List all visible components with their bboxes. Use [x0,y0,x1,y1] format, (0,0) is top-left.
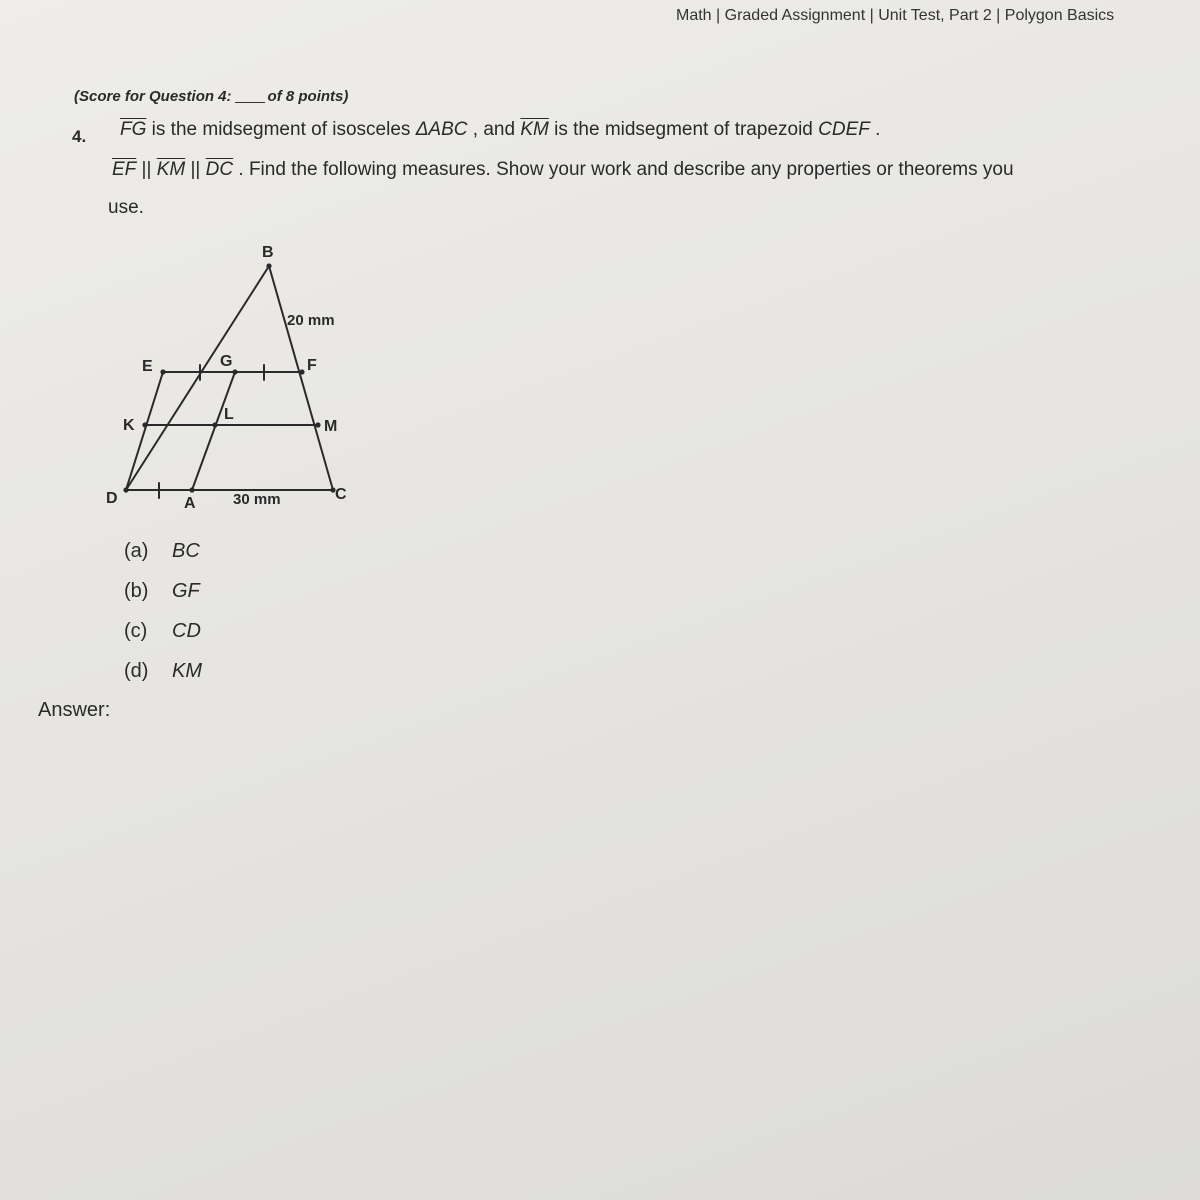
answer-label: Answer: [38,699,111,721]
question-line-3: use. [108,197,144,218]
question-number: 4. [72,127,87,146]
segment-km: $\overline{KM}$ [156,159,186,180]
parts-list [124,540,202,700]
part-item [124,620,202,660]
text: is the midsegment of isosceles [146,119,416,140]
measure-ac-label: 30 mm [233,491,281,508]
part-item [124,660,202,700]
segment-dc: $\overline{DC}$ [205,159,234,180]
label-d: D [106,490,118,507]
label-f: F [307,357,317,374]
part-value: CD [172,620,201,642]
triangle-abc: ΔABC [415,119,468,140]
point-f [299,369,304,374]
label-e: E [142,358,153,375]
measure-bf-label: 20 mm [287,312,335,329]
text: is the midsegment of trapezoid [548,119,819,140]
label-g: G [220,353,233,370]
score-prefix: (Score for Question 4: [74,88,232,105]
part-item [124,540,202,580]
part-label: (d) [124,660,149,682]
label-m: M [324,418,338,435]
label-l: L [224,406,234,423]
point-d [123,487,128,492]
page-header: Math | Graded Assignment | Unit Test, Part 2 | Polygon Basics [676,7,1115,24]
trapezoid-cdef: CDEF [818,119,870,140]
part-value: BC [172,540,200,562]
part-label: (c) [124,620,148,642]
part-value: GF [172,580,200,602]
label-b: B [262,244,274,261]
point-b [266,263,271,268]
text: . Find the following measures. Show your work and describe any properties or theorems you [233,159,1014,180]
label-k: K [123,417,135,434]
part-label: (a) [124,540,149,562]
segment-fg: $\overline{FG}$ [120,119,147,140]
segment-bc [269,266,333,490]
point-m [315,422,320,427]
parallel-symbol: || [136,159,157,180]
parallel-symbol: || [185,159,206,180]
segment-km: $\overline{KM}$ [520,119,549,140]
part-item [124,580,202,620]
point-g [232,369,237,374]
segment-bd [126,266,269,490]
part-value: KM [172,660,202,682]
segment-ef: $\overline{EF}$ [112,159,137,180]
point-k [142,422,147,427]
label-a: A [184,495,196,512]
segment-ga [192,372,235,490]
score-suffix: of 8 points) [267,88,349,105]
point-a [189,487,194,492]
point-e [160,369,165,374]
part-label: (b) [124,580,149,602]
text: , and [467,119,521,140]
point-l [212,422,217,427]
text: . [869,119,881,140]
label-c: C [335,486,347,503]
